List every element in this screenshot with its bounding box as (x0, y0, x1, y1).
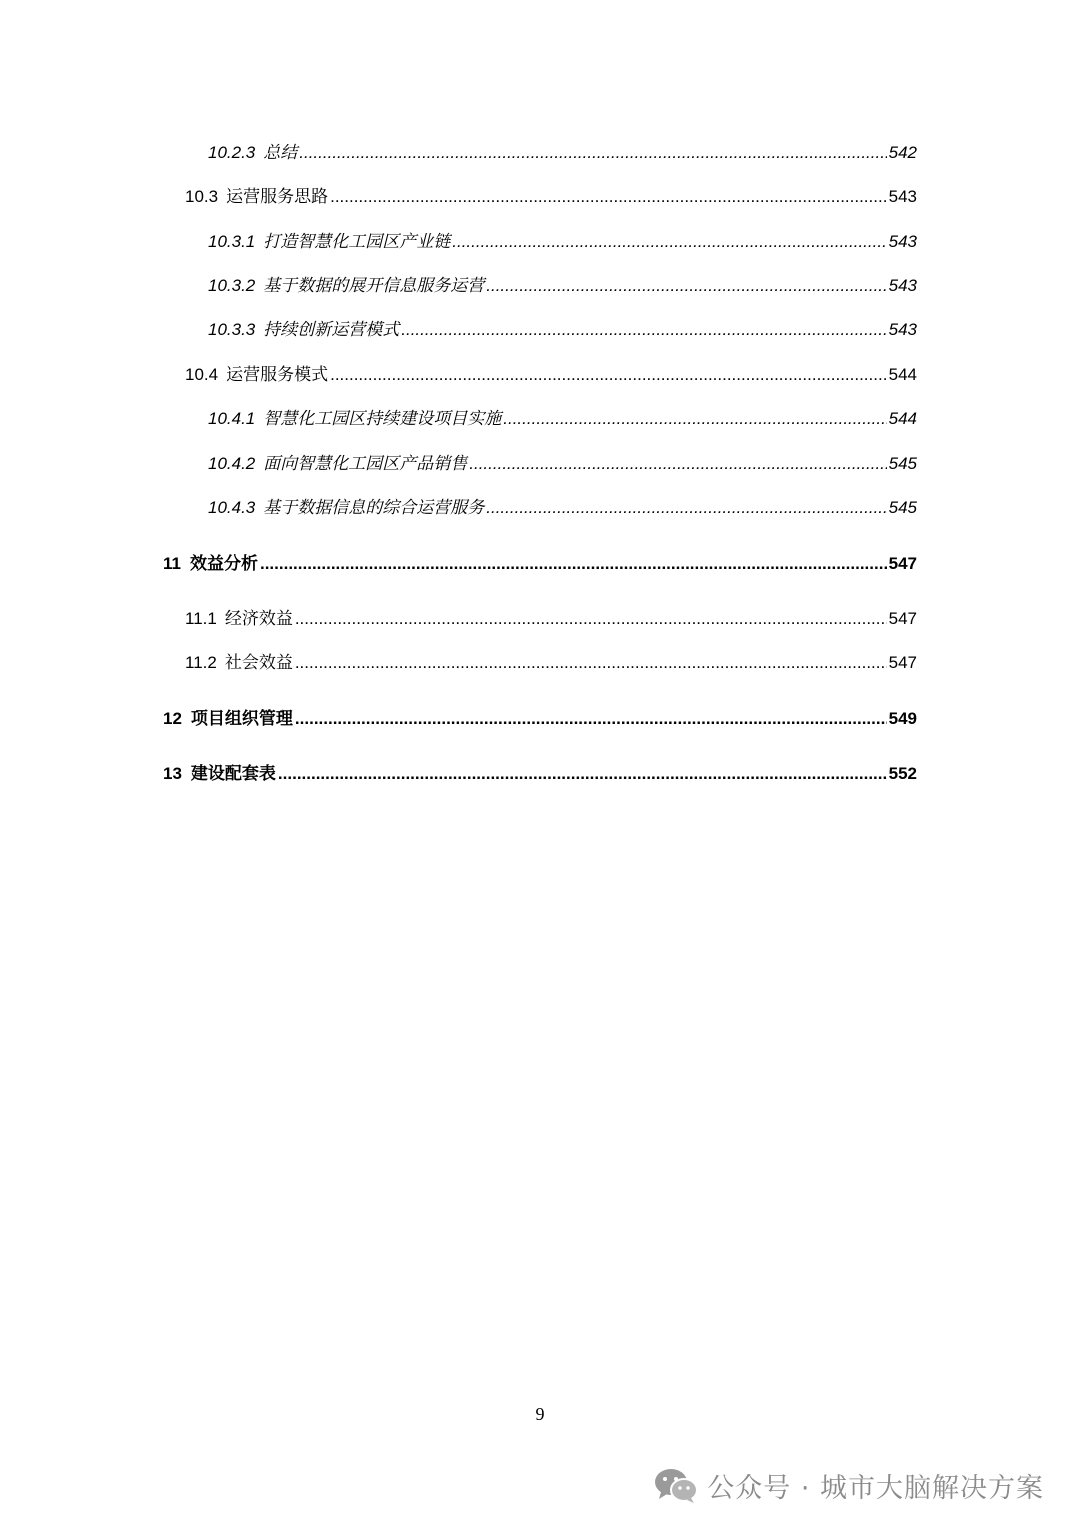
toc-entry-title: 持续创新运营模式 (263, 320, 400, 339)
toc-dot-leader (401, 318, 886, 342)
toc-dot-leader (278, 762, 887, 786)
toc-dot-leader (299, 141, 886, 165)
toc-entry[interactable] (208, 230, 917, 254)
toc-entry-title: 总结 (263, 143, 298, 162)
toc-dot-leader (469, 452, 886, 476)
toc-entry[interactable] (185, 607, 917, 631)
toc-entry-page: 544 (888, 365, 917, 384)
toc-dot-leader (260, 552, 887, 576)
toc-dot-leader (503, 407, 886, 431)
toc-entry-page: 552 (888, 764, 917, 783)
toc-entry-number: 11.1 (185, 609, 217, 628)
toc-entry-number: 10.3.2 (208, 276, 256, 295)
toc-entry-title: 打造智慧化工园区产业链 (263, 232, 451, 251)
toc-entry[interactable] (208, 496, 917, 520)
toc-entry[interactable] (163, 762, 917, 786)
toc-dot-leader (330, 363, 887, 387)
toc-entry[interactable] (208, 318, 917, 342)
toc-entry-number: 10.2.3 (208, 143, 256, 162)
toc-entry[interactable] (208, 452, 917, 476)
toc-entry[interactable] (163, 552, 917, 576)
toc-entry-title: 智慧化工园区持续建设项目实施 (263, 409, 502, 428)
toc-entry[interactable] (208, 274, 917, 298)
toc-entry-title: 社会效益 (224, 653, 293, 672)
toc-entry-title: 面向智慧化工园区产品销售 (263, 454, 468, 473)
toc-entry-title: 运营服务模式 (226, 365, 329, 384)
toc-entry[interactable] (185, 363, 917, 387)
toc-entry-page: 545 (888, 454, 917, 473)
toc-dot-leader (486, 496, 886, 520)
toc-entry-number: 10.3.3 (208, 320, 256, 339)
watermark-text: 公众号 · 城市大脑解决方案 (707, 1473, 1044, 1504)
toc-entry-title: 项目组织管理 (190, 709, 293, 728)
toc-entry-number: 10.4 (185, 365, 219, 384)
toc-entry-page: 545 (888, 498, 917, 517)
toc-entry-number: 13 (163, 764, 182, 783)
toc-entry-title: 基于数据的展开信息服务运营 (263, 276, 485, 295)
toc-entry-page: 542 (888, 143, 917, 162)
toc-entry-number: 10.3 (185, 187, 219, 206)
toc-entry-page: 543 (888, 232, 917, 251)
toc-entry-page: 544 (888, 409, 917, 428)
toc-entry[interactable] (208, 141, 917, 165)
toc-dot-leader (330, 185, 887, 209)
toc-entry-number: 10.4.1 (208, 409, 256, 428)
toc-entry-number: 10.4.3 (208, 498, 256, 517)
toc-entry[interactable] (208, 407, 917, 431)
toc-entry[interactable] (163, 707, 917, 731)
toc-entry-number: 12 (163, 709, 182, 728)
toc-dot-leader (452, 230, 886, 254)
toc-entry-number: 10.4.2 (208, 454, 256, 473)
wechat-icon (653, 1467, 699, 1505)
toc-entry-title: 效益分析 (189, 554, 258, 573)
toc-entry-page: 543 (888, 320, 917, 339)
toc-entry-page: 543 (888, 187, 917, 206)
watermark (653, 1466, 1044, 1505)
toc-entry-title: 基于数据信息的综合运营服务 (263, 498, 485, 517)
toc-entry-page: 547 (888, 653, 917, 672)
toc-entry-number: 11 (163, 554, 181, 573)
toc-dot-leader (295, 707, 887, 731)
toc-dot-leader (295, 607, 887, 631)
toc-entry-title: 经济效益 (224, 609, 293, 628)
toc-dot-leader (295, 651, 887, 675)
page-number: 9 (535, 1404, 545, 1424)
toc-dot-leader (486, 274, 886, 298)
toc-entry-title: 建设配套表 (190, 764, 276, 783)
toc-entry-page: 547 (888, 554, 917, 573)
toc-entry-number: 11.2 (185, 653, 217, 672)
toc-entry-title: 运营服务思路 (226, 187, 329, 206)
toc-entry-page: 547 (888, 609, 917, 628)
toc-entry-number: 10.3.1 (208, 232, 256, 251)
toc-entry-page: 549 (888, 709, 917, 728)
toc-entry[interactable] (185, 185, 917, 209)
toc-entry[interactable] (185, 651, 917, 675)
toc-entry-page: 543 (888, 276, 917, 295)
